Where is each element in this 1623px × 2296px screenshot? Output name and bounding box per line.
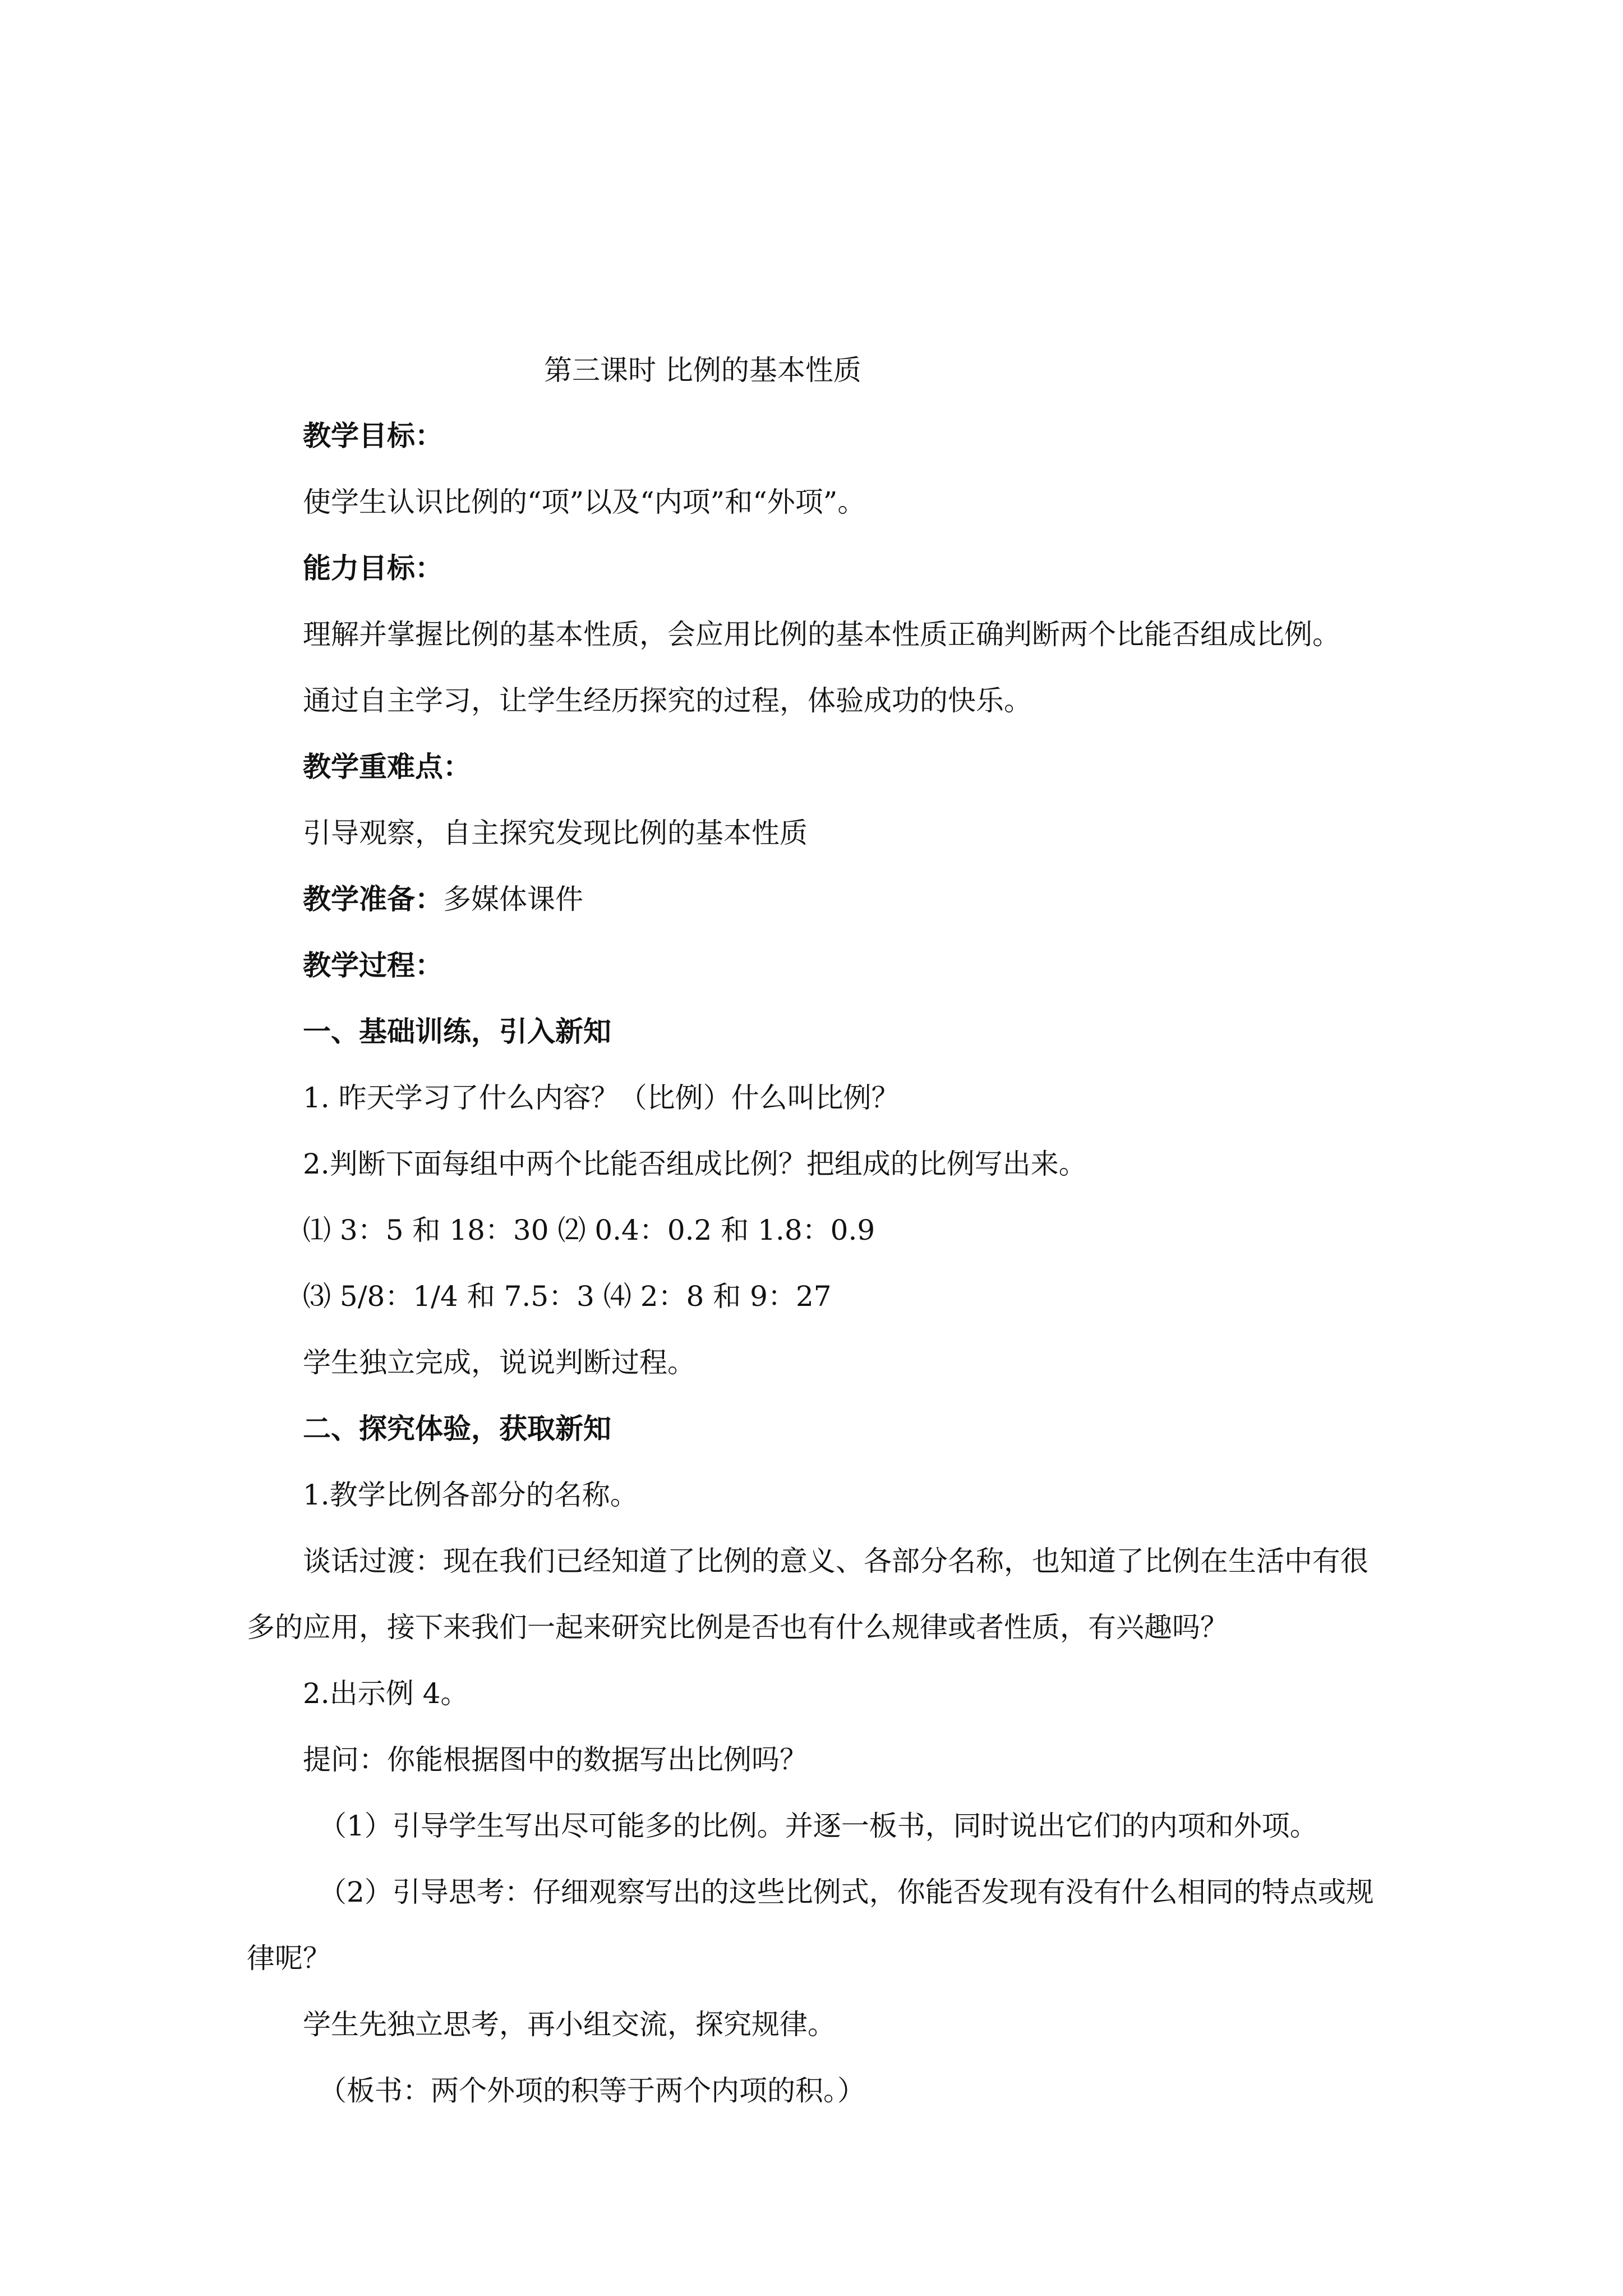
section-2-item-2: 2.出示例 4。 xyxy=(303,1677,469,1710)
section-1-item-5: 学生独立完成，说说判断过程。 xyxy=(303,1346,695,1379)
ability-goal-heading: 能力目标： xyxy=(303,551,443,585)
section-2-item-6: （板书：两个外项的积等于两个内项的积。） xyxy=(319,2074,865,2107)
ability-goal-text-2: 通过自主学习，让学生经历探究的过程，体验成功的快乐。 xyxy=(303,684,1032,717)
process-heading: 教学过程： xyxy=(303,949,443,982)
section-1-heading: 一、基础训练，引入新知 xyxy=(303,1015,611,1048)
section-1-item-1: 1. 昨天学习了什么内容？（比例）什么叫比例？ xyxy=(303,1082,900,1114)
page-title: 第三课时 比例的基本性质 xyxy=(544,354,861,386)
section-1-item-2: 2.判断下面每组中两个比能否组成比例？把组成的比例写出来。 xyxy=(303,1148,1087,1180)
section-2-heading: 二、探究体验，获取新知 xyxy=(303,1412,611,1445)
section-1-item-3: ⑴ 3：5 和 18：30 ⑵ 0.4：0.2 和 1.8：0.9 xyxy=(303,1214,875,1246)
teaching-goal-heading: 教学目标： xyxy=(303,419,443,452)
section-2-paragraph-2: （2）引导思考：仔细观察写出的这些比例式，你能否发现有没有什么相同的特点或规律呢？ xyxy=(247,1876,1374,1975)
section-1-item-4: ⑶ 5/8：1/4 和 7.5：3 ⑷ 2：8 和 9：27 xyxy=(303,1280,832,1313)
ability-goal-text-1: 理解并掌握比例的基本性质，会应用比例的基本性质正确判断两个比能否组成比例。 xyxy=(303,618,1340,651)
preparation-line xyxy=(303,882,583,916)
preparation-heading: 教学准备： xyxy=(303,882,443,915)
section-2-item-5: 学生先独立思考，再小组交流，探究规律。 xyxy=(303,2008,836,2041)
preparation-text: 多媒体课件 xyxy=(443,883,583,915)
section-2-item-4: （1）引导学生写出尽可能多的比例。并逐一板书，同时说出它们的内项和外项。 xyxy=(319,1810,1318,1842)
section-2-item-1: 1.教学比例各部分的名称。 xyxy=(303,1479,638,1511)
teaching-goal-text: 使学生认识比例的“项”以及“内项”和“外项”。 xyxy=(303,486,866,518)
key-points-text: 引导观察，自主探究发现比例的基本性质 xyxy=(303,817,808,849)
key-points-heading: 教学重难点： xyxy=(303,750,471,783)
section-2-paragraph-1: 谈话过渡：现在我们已经知道了比例的意义、各部分名称，也知道了比例在生活中有很多的应用，接下来我们一起来研究比例是否也有什么规律或者性质，有兴趣吗？ xyxy=(247,1545,1368,1644)
section-2-item-3: 提问：你能根据图中的数据写出比例吗？ xyxy=(303,1743,808,1776)
